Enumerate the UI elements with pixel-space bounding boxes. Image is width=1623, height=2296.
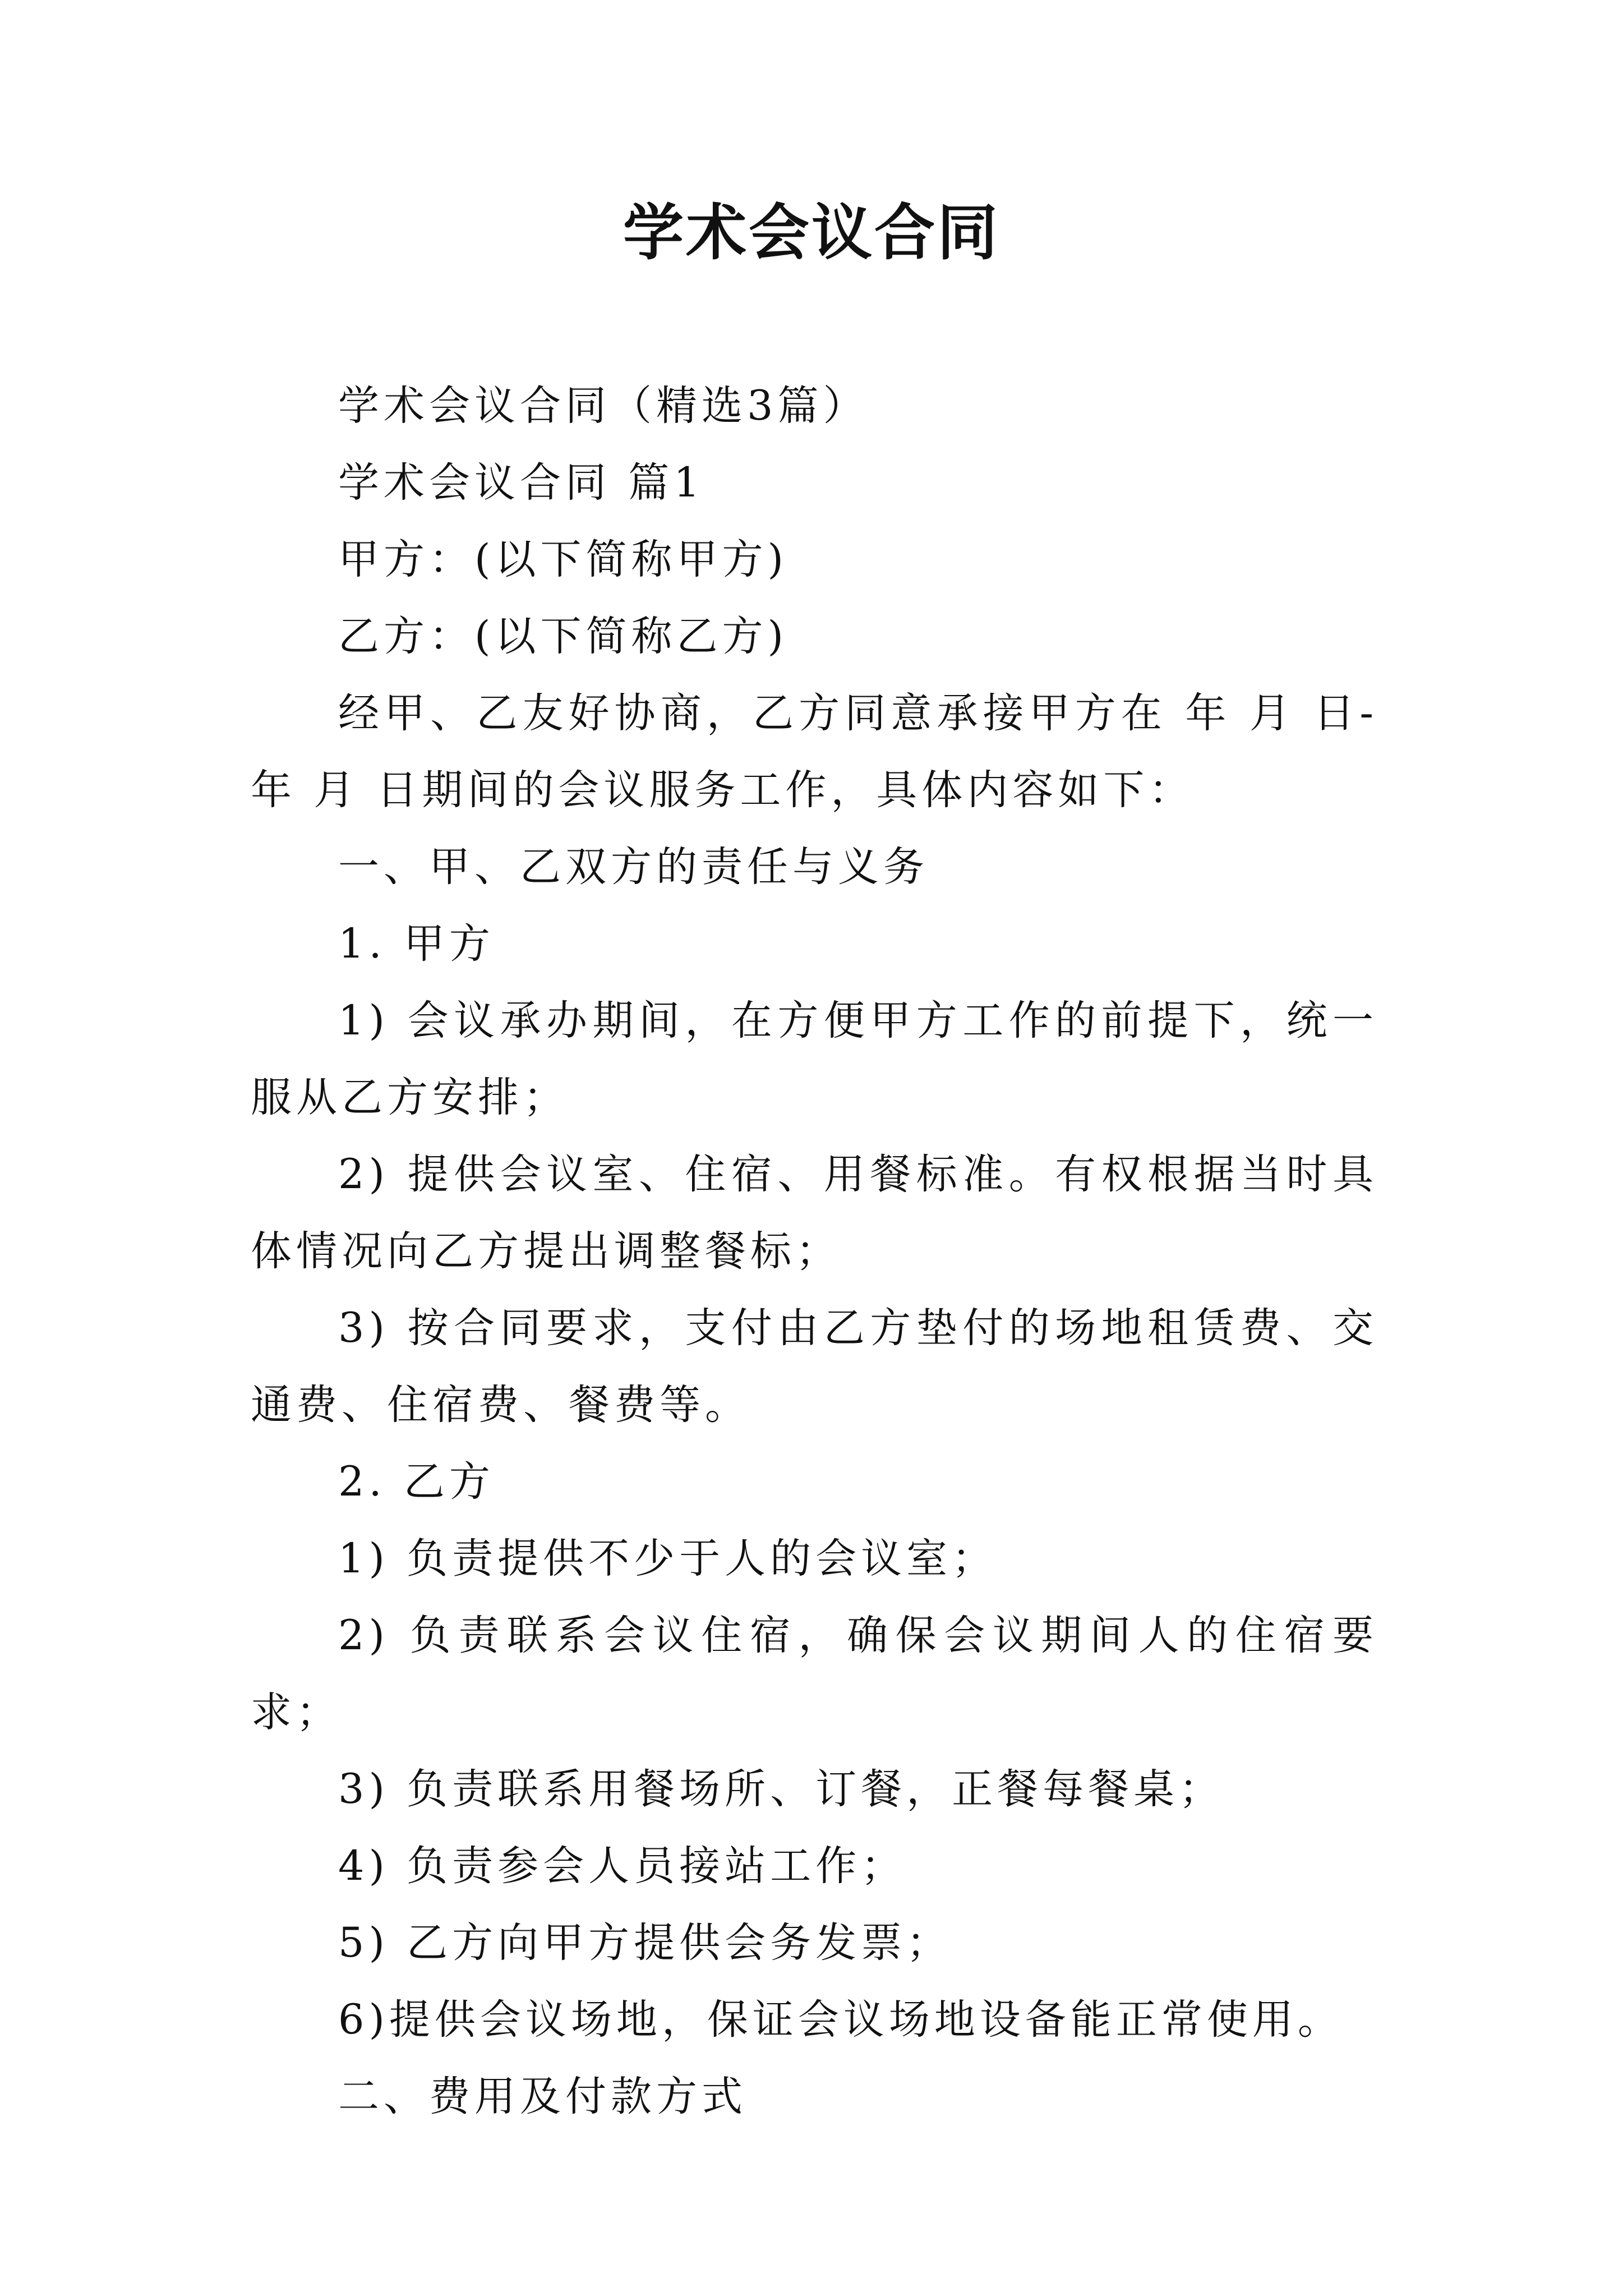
- paragraph-list-item: 5) 乙方向甲方提供会务发票；: [338, 1919, 952, 1967]
- paragraph-list-item: 2) 提供会议室、住宿、用餐标准。有权根据当时具体情况向乙方提出调整餐标；: [251, 1151, 1378, 1275]
- paragraph-list-item: 2) 负责联系会议住宿，确保会议期间人的住宿要求；: [251, 1612, 1378, 1736]
- paragraph-list-item: 3) 负责联系用餐场所、订餐，正餐每餐桌；: [338, 1765, 1225, 1813]
- paragraph-list-item: 3) 按合同要求，支付由乙方垫付的场地租赁费、交通费、住宿费、餐费等。: [251, 1304, 1378, 1429]
- paragraph-party-b: 乙方：(以下简称乙方): [338, 613, 788, 660]
- paragraph-list-item: 4) 负责参会人员接站工作；: [338, 1842, 907, 1890]
- paragraph-party-a: 甲方：(以下简称甲方): [338, 536, 788, 583]
- paragraph-subtitle: 学术会议合同（精选3篇）: [338, 382, 869, 430]
- paragraph-list-item: 6)提供会议场地，保证会议场地设备能正常使用。: [338, 1996, 1343, 2044]
- paragraph-intro: 经甲、乙友好协商，乙方同意承接甲方在 年 月 日-年 月 日期间的会议服务工作，具体内容如下：: [251, 689, 1378, 814]
- paragraph-party-b-heading: 2. 乙方: [338, 1458, 495, 1506]
- paragraph-heading-duties: 一、甲、乙双方的责任与义务: [338, 843, 929, 891]
- paragraph-party-a-heading: 1. 甲方: [338, 920, 495, 968]
- paragraph-heading-fees: 二、费用及付款方式: [338, 2073, 747, 2120]
- document-body: [251, 367, 1378, 2135]
- paragraph-list-item: 1) 会议承办期间，在方便甲方工作的前提下，统一服从乙方安排；: [251, 997, 1378, 1121]
- paragraph-list-item: 1) 负责提供不少于人的会议室；: [338, 1535, 998, 1582]
- document-title: 学术会议合同: [623, 197, 1000, 268]
- paragraph-section-heading: 学术会议合同 篇1: [338, 459, 704, 507]
